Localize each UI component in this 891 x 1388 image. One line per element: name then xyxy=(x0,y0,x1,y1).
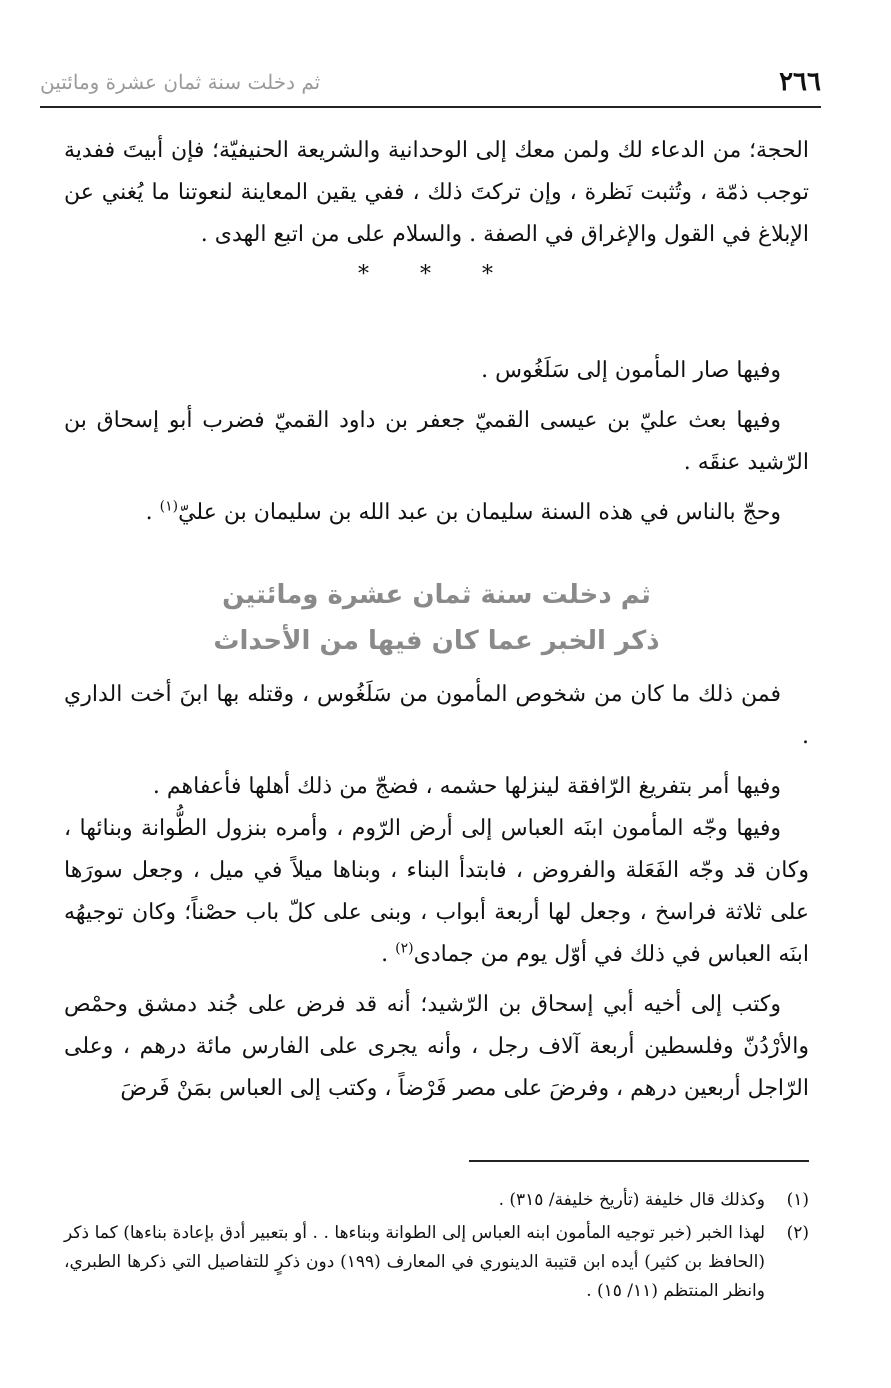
events-heading: ذكر الخبر عما كان فيها من الأحداث xyxy=(213,626,660,656)
footnote-ref-1[interactable]: (١) xyxy=(159,498,179,515)
year-heading-block xyxy=(64,572,809,664)
paragraph-pilgrimage-end: . xyxy=(145,500,160,525)
paragraph-tuwana xyxy=(64,808,809,976)
footnote-rule xyxy=(469,1160,809,1162)
footnote-text: لهذا الخبر (خبر توجيه المأمون ابنه العباس إلى الطوانة وبناءها . . أو بتعبير أدق بإعادة بناءها) كما ذكر (الحافظ بن كثير) أيده ابن قتيبة الدينوري في المعارف (١٩٩) دون ذكرٍ للتفاصيل التي ذكرها الطبري، وانظر المنتظم (١١/ ١٥) . xyxy=(64,1223,766,1301)
footnote-ref-2[interactable]: (٢) xyxy=(395,940,414,957)
paragraph-tuwana-end: . xyxy=(381,942,396,967)
section-separator: * * * xyxy=(358,262,515,287)
footnote-number: (١) xyxy=(786,1190,809,1210)
running-title: ثم دخلت سنة ثمان عشرة ومائتين xyxy=(40,70,321,94)
footnote-text: وكذلك قال خليفة (تأريخ خليفة/ ٣١٥) . xyxy=(498,1190,765,1210)
paragraph-pilgrimage-text: وحجّ بالناس في هذه السنة سليمان بن عبد الله بن سليمان بن عليّ xyxy=(178,500,781,525)
page-header xyxy=(40,62,821,102)
paragraph-letter-end: الحجة؛ من الدعاء لك ولمن معك إلى الوحدانية والشريعة الحنيفيّة؛ فإن أبيتَ ففدية توجب ذمّة ، وتُثبت نَظرة ، وإن تركتَ ذلك ، ففي يقين المعاينة لنعوتنا ما يُغني عن الإبلاغ في القول والإغراق في الصفة . والسلام على من اتبع الهدى . xyxy=(64,138,809,247)
footnote xyxy=(64,1186,809,1215)
header-rule xyxy=(40,106,821,108)
paragraph-execution: وفيها بعث عليّ بن عيسى القميّ جعفر بن داود القميّ فضرب أبو إسحاق بن الرّشيد عنقَه . xyxy=(64,408,809,475)
page-number: ٢٦٦ xyxy=(779,67,821,97)
paragraph-tuwana-text: وفيها وجّه المأمون ابنَه العباس إلى أرض الرّوم ، وأمره بنزول الطُّوانة وبنائها ، وكان قد وجّه الفَعَلة والفروض ، فابتدأ البناء ، وبناها ميلاً في ميل ، وجعل سورَها على ثلاثة فراسخ ، وجعل لها أربعة أبواب ، وبنى على كلّ باب حصْناً؛ وكان توجيهُه ابنَه العباس في ذلك في أوّل يوم من جمادى xyxy=(64,816,809,967)
footnote xyxy=(64,1219,809,1306)
paragraph-rafiqa: وفيها أمر بتفريغ الرّافقة لينزلها حشمه ، فضجّ من ذلك أهلها فأعفاهم . xyxy=(152,774,781,799)
footnote-number: (٢) xyxy=(786,1223,809,1243)
footnotes xyxy=(64,1186,809,1310)
paragraph-salaghus: وفيها صار المأمون إلى سَلَغُوس . xyxy=(481,358,781,383)
paragraph-pilgrimage xyxy=(64,492,809,534)
year-heading: ثم دخلت سنة ثمان عشرة ومائتين xyxy=(222,580,651,610)
paragraph-letter-to-abu-ishaq: وكتب إلى أخيه أبي إسحاق بن الرّشيد؛ أنه قد فرض على جُند دمشق وحمْص والأرْدُنّ وفلسطين أربعة آلاف رجل ، وأنه يجرى على الفارس مائة درهم ، وعلى الرّاجل أربعين درهم ، وفرضَ على مصر فَرْضاً ، وكتب إلى العباس بمَنْ فَرضَ xyxy=(64,992,809,1101)
paragraph-departure: فمن ذلك ما كان من شخوص المأمون من سَلَغُوس ، وقتله بها ابنَ أخت الداري . xyxy=(64,682,809,749)
main-text xyxy=(64,130,809,1110)
